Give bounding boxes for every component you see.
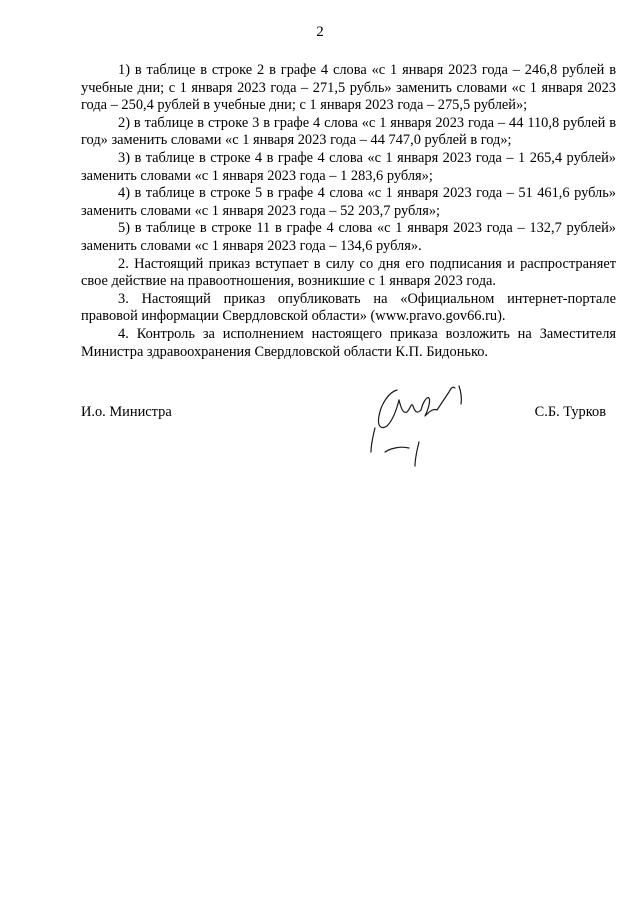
amendment-item-5: 5) в таблице в строке 11 в графе 4 слова «с 1 января 2023 года – 132,7 рублей» заменить словами «с 1 января 2023 года – 134,6 рубля». (81, 220, 616, 254)
order-clause-4: 4. Контроль за исполнением настоящего приказа возложить на Заместителя Министра здравоохранения Свердловской области К.П. Бидонько. (81, 325, 616, 360)
signature-block (81, 404, 606, 474)
document-body (81, 62, 616, 361)
page-number: 2 (316, 24, 324, 40)
amendment-item-3: 3) в таблице в строке 4 в графе 4 слова «с 1 января 2023 года – 1 265,4 рублей» заменить словами «с 1 января 2023 года – 1 283,6 рубля»; (81, 149, 616, 184)
amendment-item-4: 4) в таблице в строке 5 в графе 4 слова «с 1 января 2023 года – 51 461,6 рубль» заменить словами «с 1 января 2023 года – 52 203,7 рубля»; (81, 185, 616, 219)
amendment-item-1: 1) в таблице в строке 2 в графе 4 слова «с 1 января 2023 года – 246,8 рублей в учебные дни; с 1 января 2023 года – 271,5 рубль» заменить словами «с 1 января 2023 года – 250,4 рублей в учебные дни; с 1 января 2023 года – 275,5 рублей»; (81, 62, 616, 114)
signatory-name: С.Б. Турков (534, 404, 606, 420)
order-clause-2: 2. Настоящий приказ вступает в силу со дня его подписания и распространяет свое действие на правоотношения, возникшие с 1 января 2023 года. (81, 255, 616, 290)
signatory-position: И.о. Министра (81, 404, 172, 420)
amendment-item-2: 2) в таблице в строке 3 в графе 4 слова «с 1 января 2023 года – 44 110,8 рублей в год» заменить словами «с 1 января 2023 года – 44 747,0 рублей в год»; (81, 114, 616, 149)
order-clause-3: 3. Настоящий приказ опубликовать на «Официальном интернет-портале правовой информации Свердловской области» (www.pravo.gov66.ru). (81, 290, 616, 325)
handwritten-signature (367, 382, 477, 468)
